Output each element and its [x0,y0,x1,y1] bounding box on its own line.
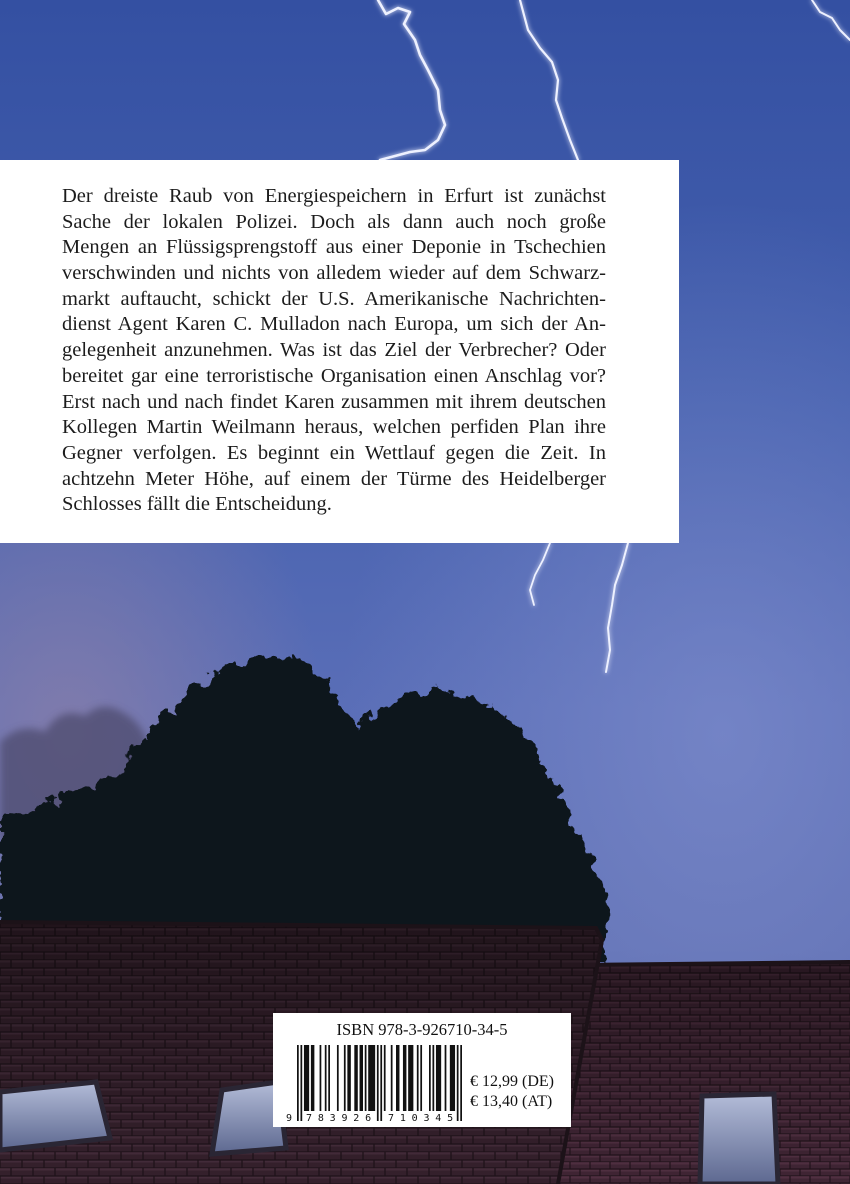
blurb-line: Mengen an Flüssigsprengstoff aus einer Deponie in Tschechien [62,236,606,259]
barcode-guard-bar [377,1045,379,1121]
barcode-bar [325,1045,327,1111]
barcode-bar [445,1045,447,1111]
blurb-line: bereitet gar eine terroristische Organisation einen Anschlag vor? [62,364,606,387]
barcode-bar [436,1045,441,1111]
barcode-bar [337,1045,339,1111]
barcode-bar [320,1045,322,1111]
barcode-bar [432,1045,434,1111]
isbn-number: ISBN 978-3-926710-34-5 [336,1020,508,1039]
price-de: € 12,99 (DE) [470,1073,554,1090]
barcode-guard-bar [460,1045,462,1121]
barcode-bar [328,1045,330,1111]
barcode-bar [347,1045,350,1111]
barcode-bar [391,1045,393,1111]
barcode-bar [354,1045,357,1111]
blurb-line: Sache der lokalen Polizei. Doch als dann auch noch große [62,210,606,233]
barcode-bar [403,1045,406,1111]
ean-first-digit: 9 [286,1113,293,1124]
barcode-bar [304,1045,309,1111]
barcode-bar [417,1045,419,1111]
blurb-line: verschwinden und nichts von alledem wieder auf dem Schwarz- [62,262,606,285]
barcode-bar [408,1045,413,1111]
blurb-line: Gegner verfolgen. Es beginnt ein Wettlauf gegen die Zeit. In [62,441,606,464]
blurb-box [0,160,679,543]
blurb-line: Der dreiste Raub von Energiespeichern in Erfurt ist zunächst [62,185,606,207]
price-at: € 13,40 (AT) [470,1093,553,1110]
blurb-line: dienst Agent Karen C. Mulladon nach Europa, um sich der An- [62,313,606,336]
barcode-guard-bar [457,1045,459,1121]
barcode-bar [396,1045,399,1111]
barcode-guard-bar [380,1045,382,1121]
ean-left-digits: 783926 [306,1113,377,1124]
ean-right-digits: 710345 [388,1113,459,1124]
skylight [0,1082,110,1150]
barcode-guard-bar [300,1045,302,1121]
barcode-bar [384,1045,386,1111]
barcode-bar [360,1045,363,1111]
barcode-bar [368,1045,375,1111]
isbn-barcode-box [273,1013,571,1127]
barcode-bar [344,1045,346,1111]
barcode-bar [429,1045,431,1111]
skylight [700,1094,778,1184]
blurb-line: Erst nach und nach findet Karen zusammen mit ihrem deutschen [62,390,606,413]
barcode-bar [420,1045,422,1111]
barcode-bar [450,1045,455,1111]
ean-barcode [297,1045,462,1121]
blurb-text [62,184,606,518]
blurb-line: achtzehn Meter Höhe, auf einem der Türme des Heidelberger [62,467,606,490]
blurb-line: Schlosses fällt die Entscheidung. [62,493,332,516]
blurb-line: gelegenheit anzunehmen. Was ist das Ziel der Verbrecher? Oder [62,339,606,362]
barcode-bar [365,1045,367,1111]
blurb-line: Kollegen Martin Weilmann heraus, welchen perfiden Plan ihre [62,416,606,439]
barcode-guard-bar [297,1045,299,1121]
blurb-line: markt auftaucht, schickt der U.S. Amerikanische Nachrichten- [62,287,606,310]
barcode-bar [311,1045,314,1111]
